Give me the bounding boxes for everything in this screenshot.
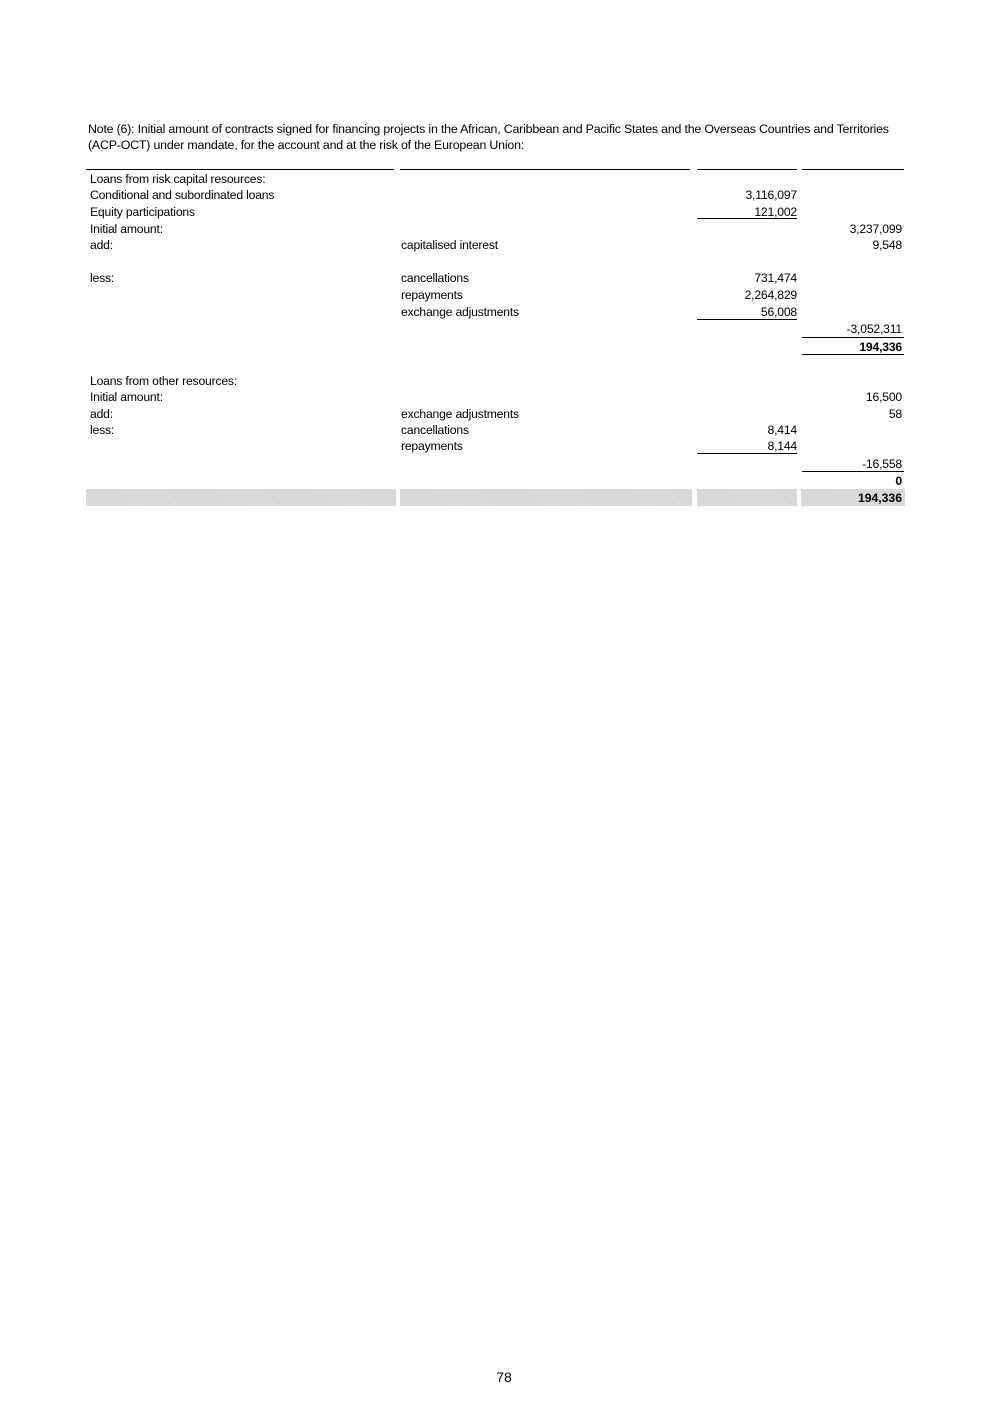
row-value: 731,474 xyxy=(754,271,797,285)
table-row xyxy=(0,373,1008,389)
underline xyxy=(802,337,904,338)
row-desc: repayments xyxy=(401,288,463,302)
row-value: 9,548 xyxy=(872,238,902,252)
subtotal-value: 0 xyxy=(895,474,902,488)
table-row xyxy=(0,270,1008,286)
table-row xyxy=(0,473,1008,489)
table-row xyxy=(0,304,1008,320)
row-value: -16,558 xyxy=(862,457,902,471)
section-heading-risk-capital: Loans from risk capital resources: xyxy=(90,172,266,186)
table-row xyxy=(0,456,1008,472)
table-row xyxy=(0,339,1008,355)
row-value: 58 xyxy=(888,407,902,421)
total-row-shade xyxy=(86,489,396,506)
row-value: 2,264,829 xyxy=(744,288,797,302)
row-value: 8,414 xyxy=(767,423,797,437)
row-label: Conditional and subordinated loans xyxy=(90,188,275,202)
table-row xyxy=(0,287,1008,303)
row-value: 121,002 xyxy=(754,205,797,219)
table-row xyxy=(0,204,1008,220)
table-row xyxy=(0,438,1008,454)
table-row xyxy=(0,406,1008,422)
header-rule-2 xyxy=(400,169,690,170)
row-label: Initial amount: xyxy=(90,222,163,236)
row-label: Initial amount: xyxy=(90,390,163,404)
header-rule-4 xyxy=(802,169,904,170)
row-value: 56,008 xyxy=(760,305,797,319)
section-heading-other-resources: Loans from other resources: xyxy=(90,374,238,388)
underline xyxy=(697,218,797,219)
table-row xyxy=(0,321,1008,337)
underline xyxy=(802,354,904,355)
total-row-shade xyxy=(400,489,692,506)
table-row xyxy=(0,171,1008,187)
row-desc: exchange adjustments xyxy=(401,407,519,421)
underline xyxy=(697,453,797,454)
row-desc: repayments xyxy=(401,439,463,453)
row-label: add: xyxy=(90,407,113,421)
row-value: 16,500 xyxy=(865,390,902,404)
header-rule-1 xyxy=(86,169,394,170)
row-desc: cancellations xyxy=(401,271,469,285)
note-text: Note (6): Initial amount of contracts signed for financing projects in the African, Caribbean and Pacific States and the Overseas Countries and Territories (ACP-OCT) under mandate, for the account and at the risk of the European Union: xyxy=(88,122,889,152)
row-desc: exchange adjustments xyxy=(401,305,519,319)
row-label: less: xyxy=(90,423,115,437)
row-label: Equity participations xyxy=(90,205,195,219)
row-label: less: xyxy=(90,271,115,285)
total-row-shade xyxy=(697,489,797,506)
row-value: 3,237,099 xyxy=(849,222,902,236)
row-desc: cancellations xyxy=(401,423,469,437)
row-desc: capitalised interest xyxy=(401,238,498,252)
subtotal-value: 194,336 xyxy=(859,340,902,354)
table-row xyxy=(0,237,1008,253)
row-value: 8,144 xyxy=(767,439,797,453)
table-row xyxy=(0,389,1008,405)
page-number: 78 xyxy=(496,1369,512,1385)
underline xyxy=(697,319,797,320)
row-value: -3,052,311 xyxy=(846,322,902,336)
underline xyxy=(802,471,904,472)
grand-total-value: 194,336 xyxy=(857,491,902,505)
table-row xyxy=(0,187,1008,203)
row-label: add: xyxy=(90,238,113,252)
header-rule-3 xyxy=(697,169,797,170)
table-row xyxy=(0,221,1008,237)
row-value: 3,116,097 xyxy=(745,188,797,202)
table-row xyxy=(0,422,1008,438)
